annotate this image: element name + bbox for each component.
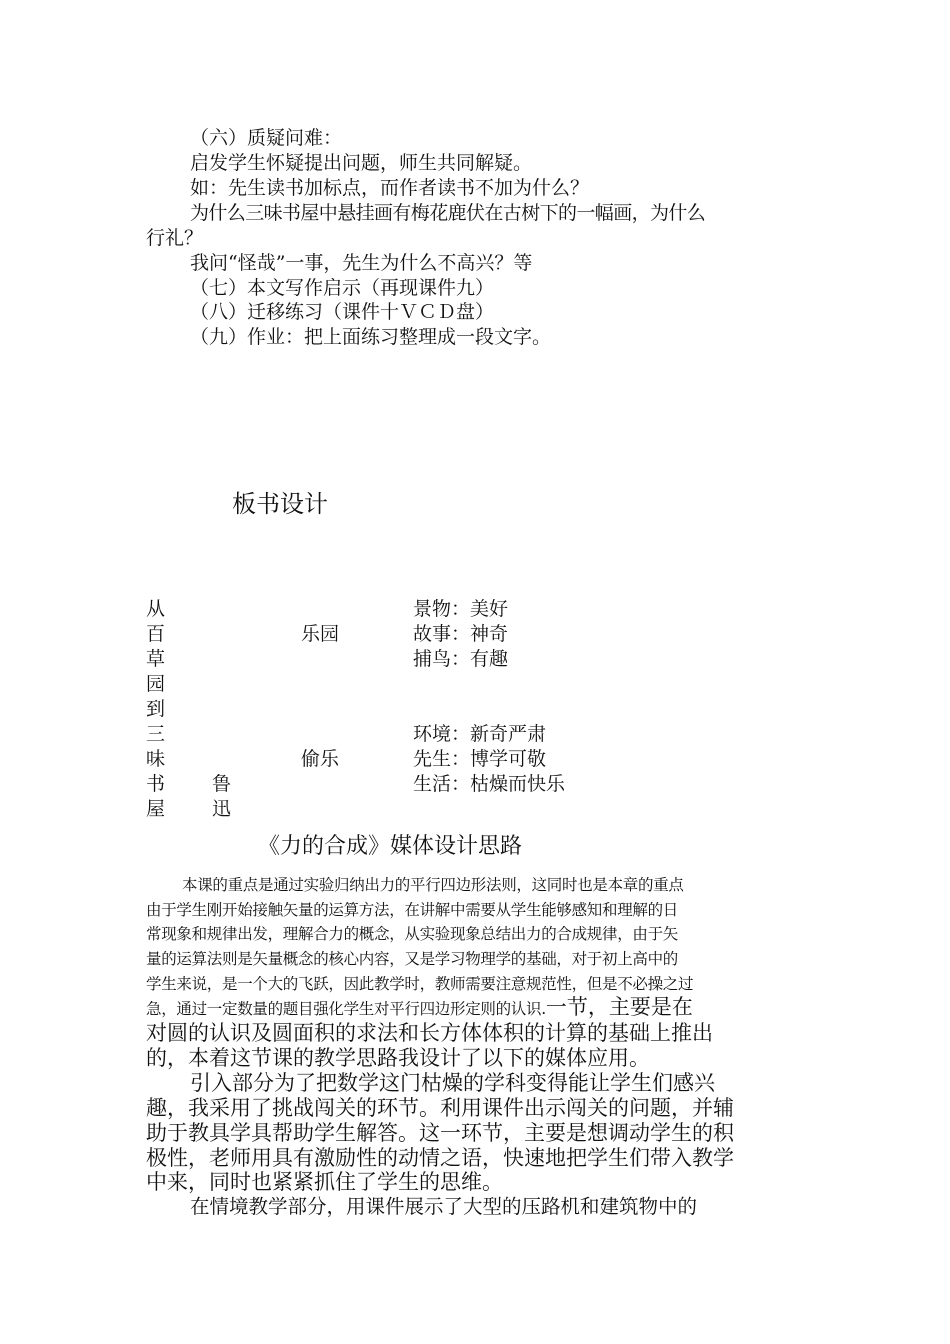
paragraph-mixed-small: 急，通过一定数量的题目强化学生对平行四边形定则的认识. (146, 1000, 546, 1018)
board-vertical-char: 从 (146, 598, 166, 620)
paragraph-line-small: 学生来说，是一个大的飞跃，因此教学时，教师需要注意规范性，但是不必操之过 (146, 975, 694, 993)
paragraph-mixed-big: 一节，主要是在 (545, 995, 693, 1019)
board-vertical-char: 味 (146, 748, 166, 770)
board-middle-label: 乐园 (301, 623, 340, 645)
board-right-item: 故事：神奇 (413, 623, 509, 645)
text-line-2: 启发学生怀疑提出问题，师生共同解疑。 (190, 152, 533, 174)
paragraph-line-small: 常现象和规律出发，理解合力的概念，从实验现象总结出力的合成规律，由于矢 (146, 925, 679, 943)
board-vertical-char: 草 (146, 648, 166, 670)
board-middle-label: 偷乐 (301, 748, 340, 770)
board-right-item: 环境：新奇严肃 (413, 723, 547, 745)
board-right-item: 景物：美好 (413, 598, 509, 620)
board-right-item: 先生：博学可敬 (413, 748, 547, 770)
board-design-title: 板书设计 (232, 490, 328, 518)
board-vertical-char: 屋 (146, 798, 166, 820)
board-vertical-char: 百 (146, 623, 166, 645)
board-vertical-char: 园 (146, 673, 166, 695)
board-vertical-char: 三 (146, 723, 166, 745)
text-line-5: 行礼？ (146, 227, 204, 249)
media-design-title: 《力的合成》媒体设计思路 (258, 834, 523, 859)
text-line-9: （九）作业：把上面练习整理成一段文字。 (190, 326, 552, 348)
board-right-item: 生活：枯燥而快乐 (413, 773, 566, 795)
board-vertical-char: 到 (146, 698, 166, 720)
paragraph-line-big: 中来，同时也紧紧抓住了学生的思维。 (146, 1170, 503, 1194)
paragraph-line-big: 趣，我采用了挑战闯关的环节。利用课件出示闯关的问题，并辅 (146, 1096, 734, 1120)
paragraph-line-big: 对圆的认识及圆面积的求法和长方体体积的计算的基础上推出 (146, 1021, 713, 1045)
paragraph-line-small: 量的运算法则是矢量概念的核心内容，又是学习物理学的基础，对于初上高中的 (146, 950, 679, 968)
paragraph-line-small: 本课的重点是通过实验归纳出力的平行四边形法则，这同时也是本章的重点 (182, 876, 684, 894)
paragraph-line-last: 在情境教学部分，用课件展示了大型的压路机和建筑物中的 (190, 1195, 698, 1218)
board-vertical-char: 书 (146, 773, 166, 795)
text-line-4: 为什么三味书屋中悬挂画有梅花鹿伏在古树下的一幅画，为什么 (190, 202, 706, 224)
paragraph-line-big: 的，本着这节课的教学思路我设计了以下的媒体应用。 (146, 1046, 650, 1070)
text-line-8: （八）迁移练习（课件十ＶＣＤ盘） (190, 301, 495, 323)
board-author-char: 迅 (212, 798, 232, 820)
paragraph-line-mixed (146, 995, 693, 1021)
paragraph-line-big: 引入部分为了把数学这门枯燥的学科变得能让学生们感兴 (190, 1071, 715, 1095)
board-right-item: 捕鸟：有趣 (413, 648, 509, 670)
text-line-1: （六）质疑问难： (190, 127, 343, 149)
paragraph-line-big: 极性，老师用具有激励性的动情之语，快速地把学生们带入教学 (146, 1146, 734, 1170)
text-line-3: 如：先生读书加标点，而作者读书不加为什么？ (190, 177, 590, 199)
text-line-6: 我问“怪哉”一事，先生为什么不高兴？等 (190, 252, 533, 274)
text-line-7: （七）本文写作启示（再现课件九） (190, 277, 495, 299)
paragraph-line-small: 由于学生刚开始接触矢量的运算方法，在讲解中需要从学生能够感知和理解的日 (146, 901, 679, 919)
board-author-char: 鲁 (212, 773, 232, 795)
paragraph-line-big: 助于教具学具帮助学生解答。这一环节，主要是想调动学生的积 (146, 1121, 734, 1145)
